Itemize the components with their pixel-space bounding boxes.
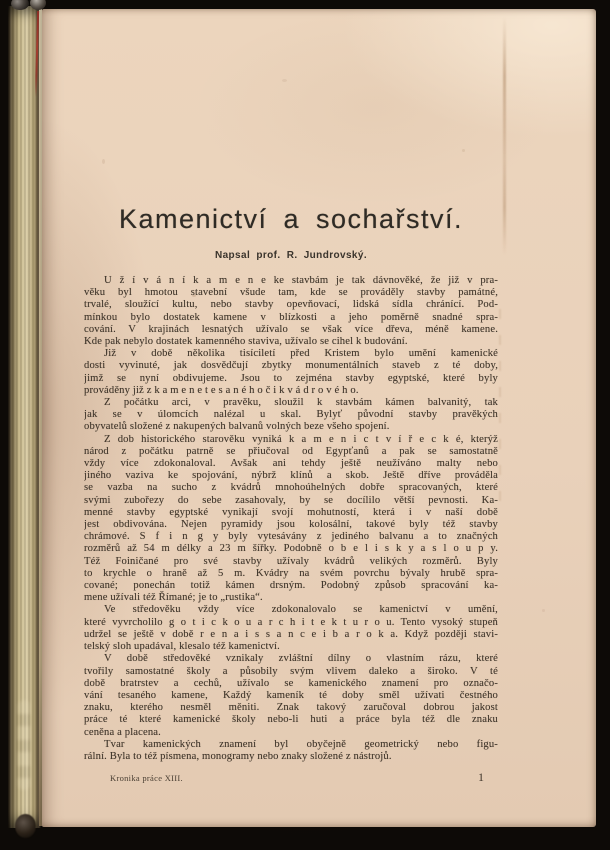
body-text	[84, 275, 498, 763]
text-line: to krychle o hraně až 5 m. Kvádry na svém povrchu bývaly hrubě spra-	[84, 567, 498, 579]
text-line: trvalé, sloužící kultu, nebo stavby opevňovací, lidská sídla chránící. Pod-	[84, 299, 498, 311]
text-line: vždy více zdokonaloval. Avšak ani tehdy ještě neužíváno malty nebo	[84, 458, 498, 470]
text-line: telský sloh upadával, klesalo též kamenictví.	[84, 641, 280, 653]
page-crease	[499, 309, 501, 509]
text-line: Již v době několika tisíciletí před Kristem bylo umění kamenické	[104, 348, 498, 360]
text-line: jiného vaziva ke spojování, nýbrž klínů a skob. Ještě dříve prováděla	[84, 470, 498, 482]
text-line: cované; ponechán totiž kámen drsným. Podobný způsob spracování ka-	[84, 580, 498, 592]
binding-screw-icon	[15, 814, 36, 838]
text-line: cování. V krajinách lesnatých užívalo se však více dřeva, méně kamene.	[84, 323, 498, 335]
text-line: udržel se ještě v době r e n a i s s a n c e i b a r o k a. Když později stavi-	[84, 628, 498, 640]
text-line: jimž se nyní obdivujeme. Jsou to zejména stavby egyptské, které byly	[84, 372, 498, 384]
page-crease	[503, 17, 506, 255]
text-line: menné stavby egyptské vynikají svojí mohutností, která i v naší době	[84, 506, 498, 518]
text-line: rální. Byla to též písmena, monogramy nebo znaky složené z nástrojů.	[84, 750, 392, 762]
text-line: dosti vyvinuté, jak dosvědčují zbytky monumentálních staveb z té doby,	[84, 360, 498, 372]
text-line: se vazba na sucho z kvádrů mnohoúhelných dobře spracovaných, které	[84, 482, 498, 494]
text-line: Tvar kamenických znamení byl obyčejně geometrický nebo figu-	[104, 738, 498, 750]
text-line: tvořily samostatné školy a působily svým vlivem daleko a široko. V té	[84, 665, 498, 677]
book-page	[42, 9, 596, 827]
text-line: Kde pak nebylo dostatek kamenného staviva, užívalo se cihel k budování.	[84, 336, 408, 348]
text-line: Též Foiničané pro své stavby užívaly kvádrů velikých rozměrů. Byly	[84, 555, 498, 567]
text-line: prováděny již z k a m e n e t e s a n é h o č i k v á d r o v é h o.	[84, 384, 359, 396]
text-line: obyvatelů složené z nakupených balvanů volných beze všeho spojení.	[84, 421, 390, 433]
text-line: jak se v úlomcích nalézal u skal. Bylyť původní stavby pravěkých	[84, 409, 498, 421]
footer-imprint: Kronika práce XIII.	[110, 773, 183, 784]
spine-emboss	[18, 700, 30, 790]
page-footer	[84, 770, 498, 785]
paper-speck	[542, 609, 545, 612]
text-line: svými zubořezy do sebe zasahovaly, by se docílilo větší pevnosti. Ka-	[84, 494, 498, 506]
text-line: Z počátku arci, v pravěku, sloužil k stavbám kámen balvanitý, tak	[104, 397, 498, 409]
text-line: znaku, kterého nesměl měniti. Znak takový zaručoval dobrou jakost	[84, 702, 498, 714]
text-line: národ z počátku patrně se přiučoval od Egypťanů a pak se samostatně	[84, 445, 498, 457]
text-line: U ž í v á n í k a m e n e ke stavbám je tak dávnověké, že již v pra-	[104, 275, 498, 286]
page-content	[84, 9, 498, 785]
text-line: práce té které kamenické školy nebo-li huti a práce byla též dle znaku	[84, 714, 498, 726]
text-line: ceněna a placena.	[84, 726, 161, 738]
byline: Napsal prof. R. Jundrovský.	[214, 250, 368, 261]
text-line: mene užívali též Římané; je to „rustika“.	[84, 592, 263, 604]
text-line: V době středověké vznikaly zvláštní dílny o vlastním rázu, které	[104, 653, 498, 665]
page-number: 1	[478, 770, 484, 785]
page-title: Kamenictví a sochařství.	[118, 204, 464, 234]
text-line: Ve středověku vždy více zdokonalovalo se kamenictví v umění,	[104, 604, 498, 616]
text-line: které vyvrcholilo g o t i c k o u a r c h i t e k t u r o u. Tento vysoký stupeň	[84, 616, 498, 628]
text-line: mínkou bylo dostatek kamene v blízkosti a jeho poměrně snadné spra-	[84, 311, 498, 323]
text-line: době bratrstev a cechů, užívalo se kamenického znamení pro označo-	[84, 677, 498, 689]
text-line: chrámové. S f i n g y byly vytesávány z jediného balvanu a to značných	[84, 531, 498, 543]
text-line: jest obdivována. Nejen pyramidy jsou kolosální, takové byly též stavby	[84, 519, 498, 531]
text-line: rozměrů až 54 m délky a 23 m šířky. Podobně o b e l i s k y a s l o u p y.	[84, 543, 498, 555]
text-line: věku byl hmotou stavební všude tam, kde se prováděly stavby památné,	[84, 287, 498, 299]
text-line: Z dob historického starověku vyniká k a m e n i c t v í ř e c k é, kterýž	[104, 433, 498, 445]
text-line: vání tesaného kamene, Každý kameník té doby směl užívati čestného	[84, 689, 498, 701]
